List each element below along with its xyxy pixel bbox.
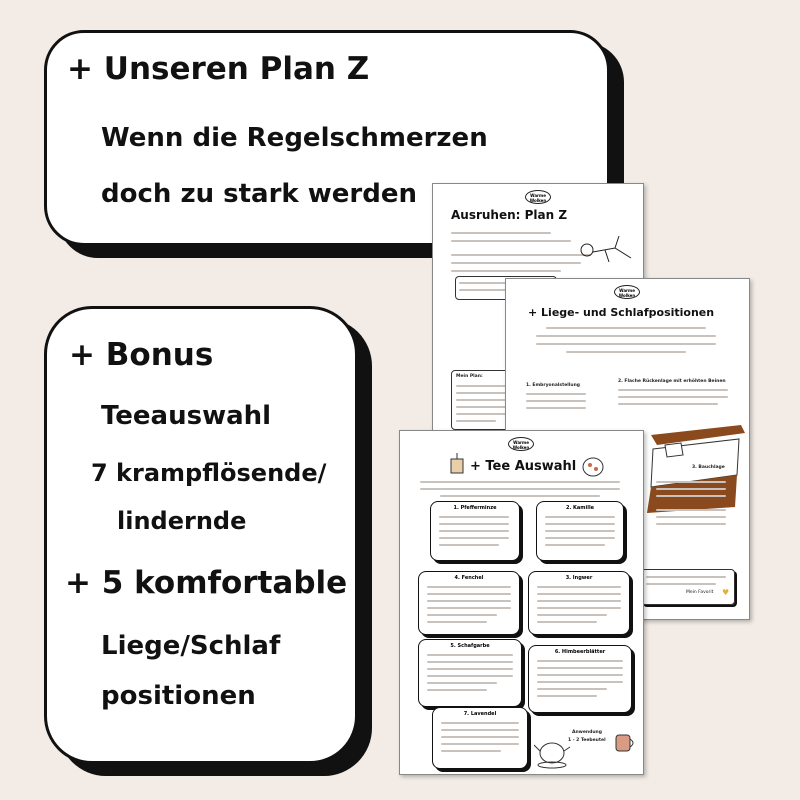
- brand-logo: Warme Wolken: [614, 285, 640, 299]
- tea-name: 3. Ingwer: [565, 575, 593, 581]
- tea-card-3: [528, 571, 630, 635]
- tea-name: 6. Himbeerblätter: [554, 649, 606, 655]
- tea-card-1: [430, 501, 520, 561]
- bonus-heading: + Bonus: [69, 337, 214, 373]
- tea-card-6: [528, 645, 632, 713]
- resting-person-illustration: [575, 228, 635, 268]
- tea-name: 4. Fenchel: [454, 575, 484, 581]
- tea-name: 7. Lavendel: [463, 711, 497, 717]
- tea-card-7: [432, 707, 528, 769]
- tea-doc-title: + Tee Auswahl: [470, 459, 577, 474]
- tea-card-2: [536, 501, 624, 561]
- dose-label: 1 - 2 Teebeutel: [568, 738, 606, 743]
- amount-label: Anwendung: [572, 730, 602, 735]
- tea-card-5: [418, 639, 522, 707]
- bonus-line-6: positionen: [101, 681, 256, 711]
- plan-z-line-1: Wenn die Regelschmerzen: [101, 123, 488, 153]
- position-3: 3. Bauchlage: [692, 465, 725, 470]
- my-plan-heading: Mein Plan:: [456, 374, 483, 379]
- plan-z-heading: + Unseren Plan Z: [67, 51, 370, 87]
- tea-name: 2. Kamille: [565, 505, 595, 511]
- tea-bag-icon: [448, 453, 468, 475]
- teapot-icon: [578, 449, 608, 479]
- plan-z-doc-title: Ausruhen: Plan Z: [451, 208, 568, 222]
- positions-doc-title: + Liege- und Schlafpositionen: [528, 306, 715, 319]
- heart-icon: ♥: [722, 588, 730, 597]
- bonus-line-1: Teeauswahl: [101, 401, 272, 431]
- tea-document: [399, 430, 644, 775]
- position-1: 1. Embryonalstellung: [526, 383, 581, 388]
- brand-logo: Warme Wolken: [508, 437, 534, 451]
- tea-card-4: [418, 571, 520, 635]
- teapot-cup-illustration: [534, 727, 572, 769]
- plan-z-line-2: doch zu stark werden: [101, 179, 417, 209]
- mug-icon: [614, 731, 636, 755]
- bonus-line-2: 7 krampflösende/: [91, 459, 327, 487]
- favorite-label: Mein Favorit: [686, 590, 714, 595]
- bonus-line-5: Liege/Schlaf: [101, 631, 281, 661]
- position-2: 2. Flache Rückenlage mit erhöhten Beinen: [618, 379, 726, 384]
- bonus-line-4: + 5 komfortable: [65, 565, 348, 601]
- brand-logo: Warme Wolken: [525, 190, 551, 204]
- bonus-line-3: lindernde: [117, 507, 247, 535]
- tea-name: 1. Pfefferminze: [453, 505, 497, 511]
- bonus-box: [44, 306, 358, 764]
- tea-name: 5. Schafgarbe: [450, 643, 490, 649]
